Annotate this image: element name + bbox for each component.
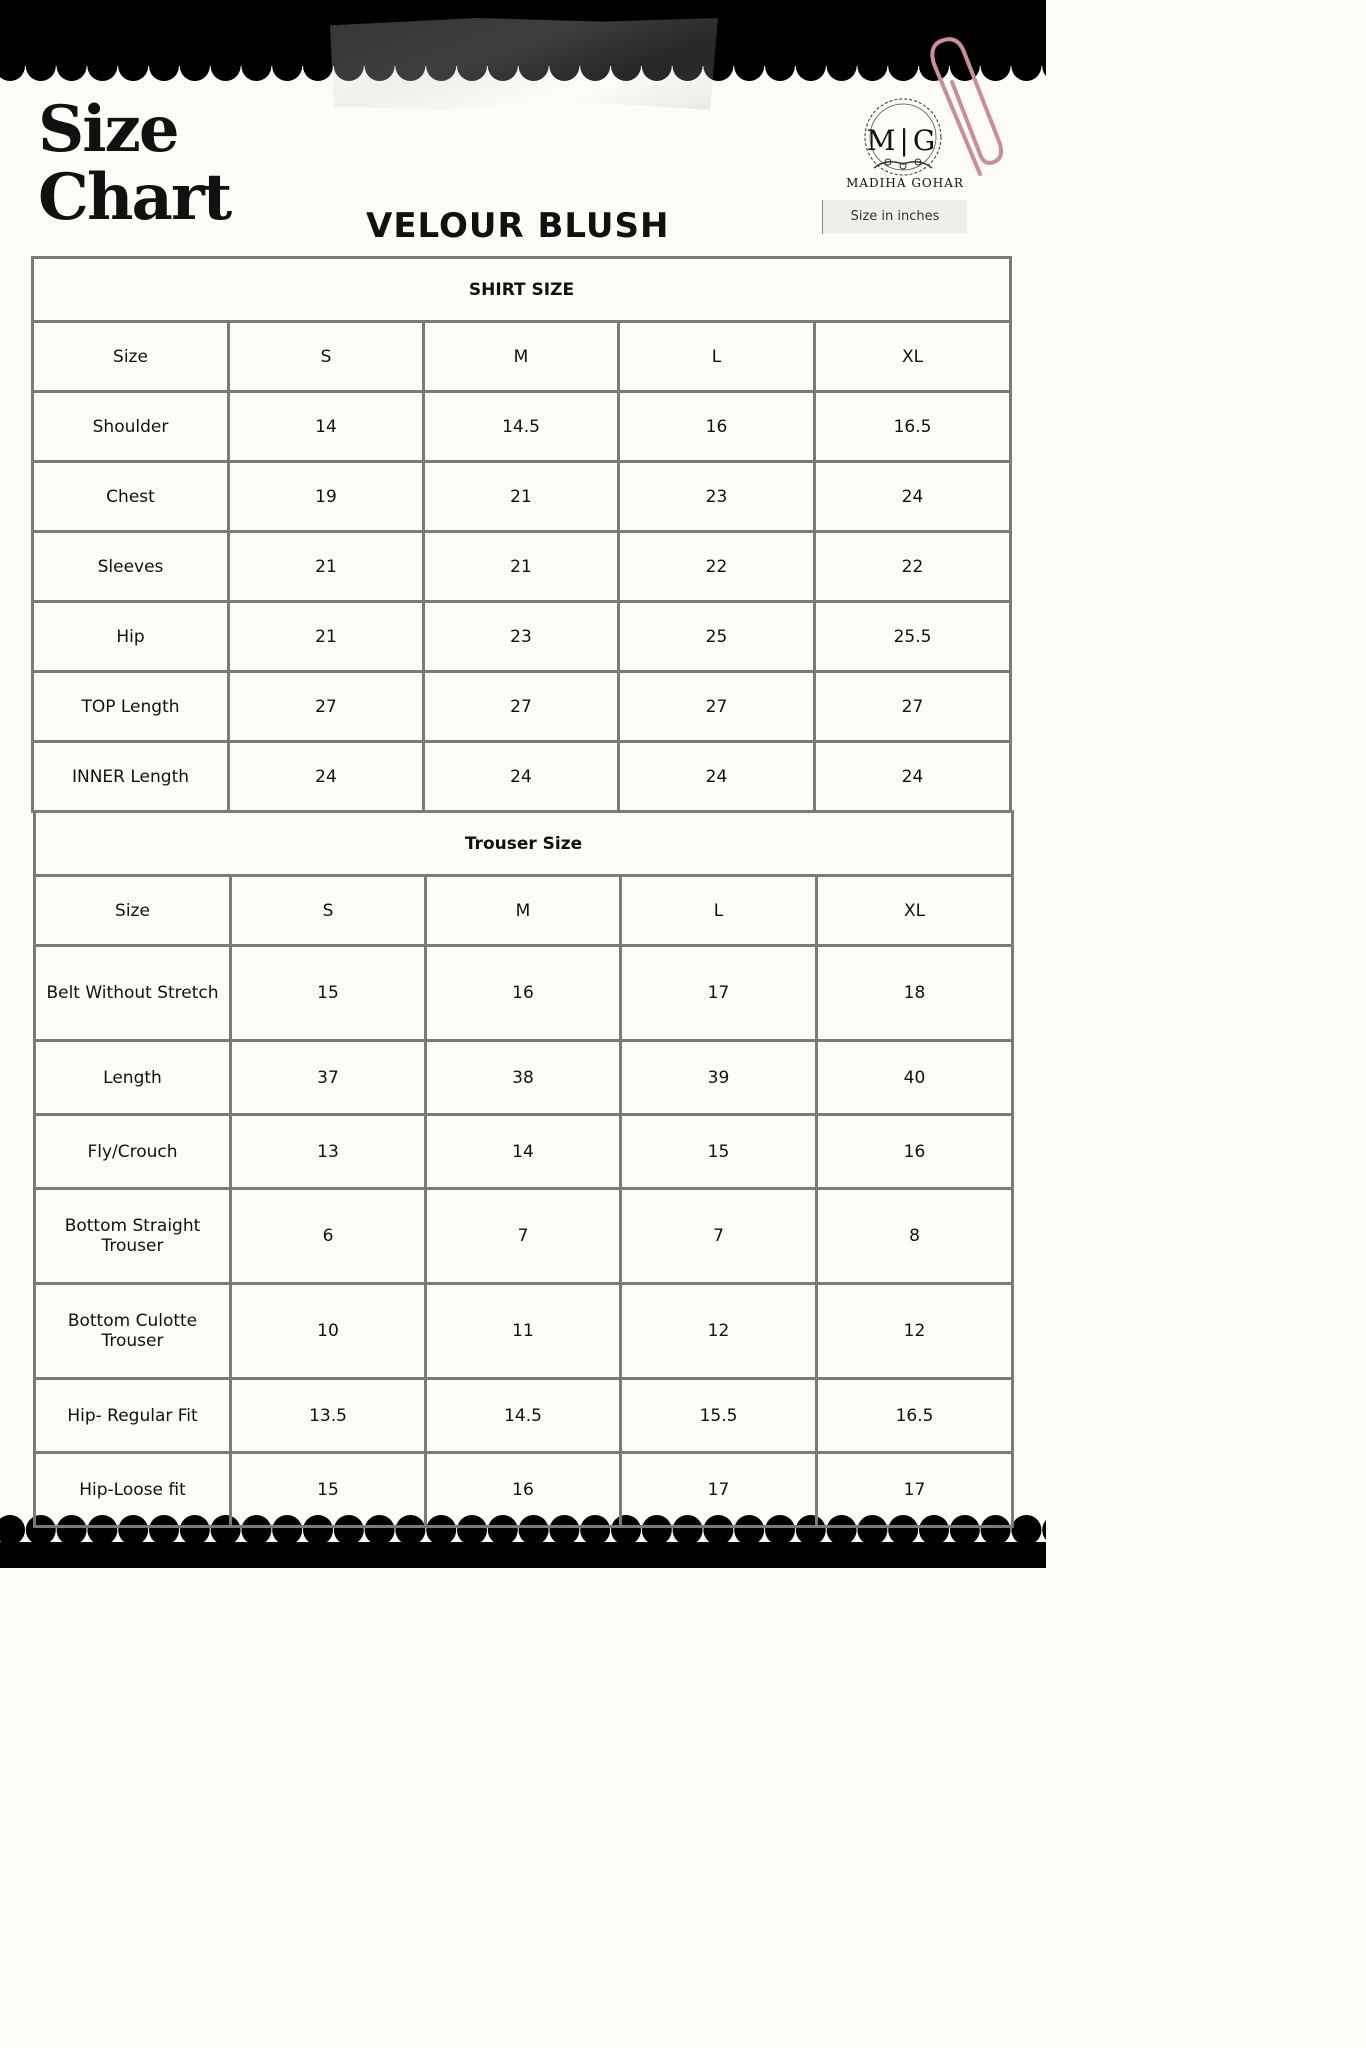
column-header: L: [621, 876, 817, 946]
title-text: Size Chart: [38, 92, 231, 235]
measurement-value: 23: [424, 602, 619, 672]
measurement-label: Chest: [33, 462, 229, 532]
measurement-value: 21: [424, 462, 619, 532]
measurement-value: 18: [817, 946, 1013, 1041]
column-header: Size: [33, 322, 229, 392]
scallop-dot: [149, 51, 179, 81]
measurement-value: 37: [231, 1041, 426, 1115]
scallop-dot: [87, 51, 117, 81]
measurement-value: 8: [817, 1189, 1013, 1284]
measurement-label: Belt Without Stretch: [35, 946, 231, 1041]
scallop-dot: [796, 51, 826, 81]
scallop-dot: [180, 51, 210, 81]
measurement-value: 7: [426, 1189, 621, 1284]
measurement-value: 13: [231, 1115, 426, 1189]
size-header-row: [35, 876, 1013, 946]
table-row: [33, 392, 1011, 462]
section-heading: SHIRT SIZE: [33, 258, 1011, 322]
measurement-value: 17: [817, 1453, 1013, 1527]
measurement-value: 14.5: [424, 392, 619, 462]
measurement-value: 17: [621, 1453, 817, 1527]
measurement-label: TOP Length: [33, 672, 229, 742]
measurement-label: INNER Length: [33, 742, 229, 812]
measurement-value: 25.5: [815, 602, 1011, 672]
measurement-value: 16: [426, 946, 621, 1041]
column-header: M: [424, 322, 619, 392]
table-row: [33, 672, 1011, 742]
measurement-value: 23: [619, 462, 815, 532]
section-heading: Trouser Size: [35, 812, 1013, 876]
measurement-value: 22: [815, 532, 1011, 602]
column-header: Size: [35, 876, 231, 946]
measurement-label: Bottom Straight Trouser: [35, 1189, 231, 1284]
column-header: S: [229, 322, 424, 392]
measurement-value: 14: [426, 1115, 621, 1189]
measurement-value: 14.5: [426, 1379, 621, 1453]
measurement-value: 16.5: [817, 1379, 1013, 1453]
measurement-value: 24: [424, 742, 619, 812]
scallop-dot: [1042, 51, 1046, 81]
scallop-dot: [272, 51, 302, 81]
table-row: [33, 602, 1011, 672]
section-heading-row: [33, 258, 1011, 322]
measurement-value: 14: [229, 392, 424, 462]
measurement-value: 24: [815, 742, 1011, 812]
column-header: L: [619, 322, 815, 392]
table-row: [35, 1453, 1013, 1527]
scallop-dot: [827, 51, 857, 81]
scallop-dot: [0, 51, 25, 81]
shirt-size-table: [31, 256, 1012, 813]
scallop-dot: [734, 51, 764, 81]
table-row: [35, 1189, 1013, 1284]
column-header: XL: [817, 876, 1013, 946]
scallop-dot: [888, 51, 918, 81]
measurement-value: 27: [619, 672, 815, 742]
table-row: [35, 1115, 1013, 1189]
measurement-value: 24: [229, 742, 424, 812]
scallop-dot: [857, 51, 887, 81]
measurement-value: 16: [619, 392, 815, 462]
table-row: [33, 462, 1011, 532]
measurement-value: 39: [621, 1041, 817, 1115]
measurement-value: 19: [229, 462, 424, 532]
measurement-label: Bottom Culotte Trouser: [35, 1284, 231, 1379]
measurement-value: 27: [424, 672, 619, 742]
table-row: [35, 1041, 1013, 1115]
measurement-value: 21: [229, 602, 424, 672]
measurement-value: 7: [621, 1189, 817, 1284]
measurement-value: 17: [621, 946, 817, 1041]
measurement-label: Fly/Crouch: [35, 1115, 231, 1189]
measurement-value: 15.5: [621, 1379, 817, 1453]
measurement-value: 25: [619, 602, 815, 672]
measurement-label: Sleeves: [33, 532, 229, 602]
section-heading-row: [35, 812, 1013, 876]
measurement-value: 21: [424, 532, 619, 602]
measurement-label: Shoulder: [33, 392, 229, 462]
table-row: [35, 1284, 1013, 1379]
scallop-dot: [57, 51, 87, 81]
table-row: [33, 742, 1011, 812]
scallop-dot: [241, 51, 271, 81]
table-row: [35, 946, 1013, 1041]
measurement-value: 16: [817, 1115, 1013, 1189]
page-title: [38, 92, 258, 235]
column-header: M: [426, 876, 621, 946]
column-header: XL: [815, 322, 1011, 392]
measurement-value: 22: [619, 532, 815, 602]
column-header: S: [231, 876, 426, 946]
tape-decoration: [330, 18, 718, 110]
measurement-label: Hip-Loose fit: [35, 1453, 231, 1527]
measurement-value: 27: [815, 672, 1011, 742]
measurement-value: 10: [231, 1284, 426, 1379]
measurement-value: 13.5: [231, 1379, 426, 1453]
measurement-label: Hip- Regular Fit: [35, 1379, 231, 1453]
scallop-dot: [1011, 1515, 1041, 1545]
paperclip-icon: [920, 34, 1020, 184]
size-header-row: [33, 322, 1011, 392]
measurement-value: 16.5: [815, 392, 1011, 462]
scallop-dot: [0, 1515, 25, 1545]
scallop-dot: [26, 51, 56, 81]
scallop-dot: [118, 51, 148, 81]
measurement-value: 12: [817, 1284, 1013, 1379]
measurement-value: 12: [621, 1284, 817, 1379]
trouser-size-table: [33, 810, 1014, 1528]
collection-name: VELOUR BLUSH: [366, 206, 670, 246]
brand-name: MADIHA GOHAR: [846, 176, 964, 190]
scallop-dot: [303, 51, 333, 81]
measurement-value: 27: [229, 672, 424, 742]
scallop-dot: [211, 51, 241, 81]
unit-note: Size in inches: [822, 200, 967, 234]
measurement-value: 38: [426, 1041, 621, 1115]
scallop-dot: [1042, 1515, 1046, 1545]
measurement-value: 15: [231, 1453, 426, 1527]
table-row: [35, 1379, 1013, 1453]
measurement-value: 15: [231, 946, 426, 1041]
measurement-value: 40: [817, 1041, 1013, 1115]
measurement-value: 24: [619, 742, 815, 812]
measurement-label: Hip: [33, 602, 229, 672]
measurement-label: Length: [35, 1041, 231, 1115]
measurement-value: 21: [229, 532, 424, 602]
measurement-value: 24: [815, 462, 1011, 532]
scallop-dot: [765, 51, 795, 81]
table-row: [33, 532, 1011, 602]
measurement-value: 6: [231, 1189, 426, 1284]
measurement-value: 11: [426, 1284, 621, 1379]
measurement-value: 15: [621, 1115, 817, 1189]
brand-monogram: M|G: [866, 124, 940, 157]
measurement-value: 16: [426, 1453, 621, 1527]
